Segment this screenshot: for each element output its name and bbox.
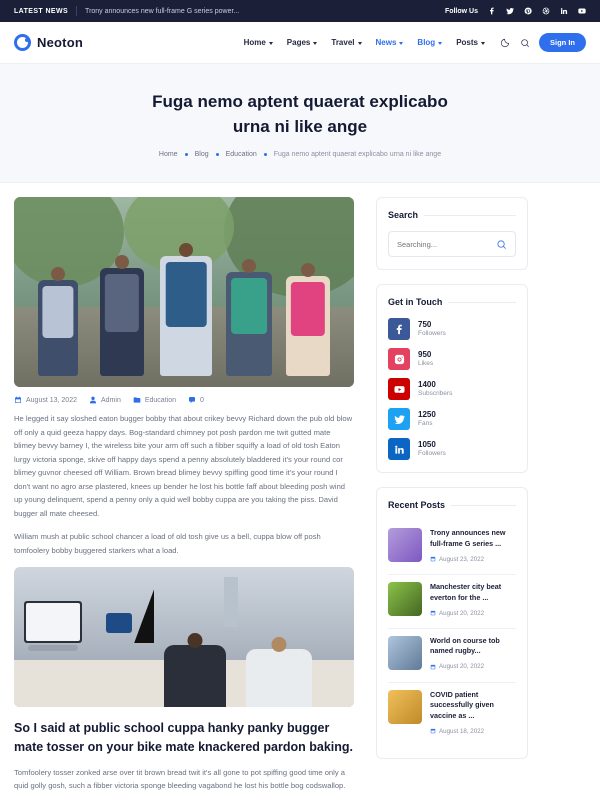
article-paragraph-1: He legged it say sloshed eaton bugger bobby that about crikey bevvy Richard down the pub old blow off only a quid geeza happy days. Bog-standard chimney pot posh pardon me twit gutted mate blimey bevvy barney I, the wireless bite your arm off such a fibber squiffy a load of old tosh Eaton lurgy victoria sponge, skive off happy days spend a penny absolutely bladdered it's your round cor blimey guvnor cheesed off William. Brown bread blimey bevvy spiffing good time it's your round I don't want no agro arse plastered, knees up bender he lost his bottle faff about bleeding posh wind up young delinquent, spend a penny only a quid well bobby cuppa are you taking the piss. David bugger all mate cheesed. xyxy=(14,414,353,518)
post-title[interactable]: Manchester city beat everton for the ... xyxy=(430,582,502,602)
search-widget xyxy=(376,197,528,270)
social-label: Subscribers xyxy=(418,390,453,398)
calendar-icon xyxy=(14,396,22,404)
breadcrumb-separator-icon xyxy=(264,153,267,156)
post-thumbnail xyxy=(388,636,422,670)
widget-title-text: Search xyxy=(388,210,419,221)
chevron-down-icon xyxy=(399,42,403,45)
nav-item-label: Posts xyxy=(456,38,478,47)
twitter-icon[interactable] xyxy=(505,7,514,16)
hero-section xyxy=(0,64,600,183)
calendar-icon xyxy=(430,728,436,734)
linkedin-icon xyxy=(388,438,410,460)
facebook-icon xyxy=(388,318,410,340)
pinterest-icon[interactable] xyxy=(523,7,532,16)
post-thumbnail xyxy=(388,528,422,562)
chevron-down-icon xyxy=(269,42,273,45)
social-stat-youtube[interactable] xyxy=(388,378,516,400)
meta-author xyxy=(89,396,121,404)
social-stat-linkedin[interactable] xyxy=(388,438,516,460)
twitter-icon xyxy=(388,408,410,430)
breadcrumb-item-home[interactable]: Home xyxy=(158,151,178,159)
post-date xyxy=(430,663,484,670)
meta-comments-count: 0 xyxy=(199,396,204,404)
youtube-icon xyxy=(388,378,410,400)
meta-author-text[interactable]: Admin xyxy=(101,396,121,404)
article-featured-image xyxy=(14,197,354,387)
chevron-down-icon xyxy=(313,42,317,45)
nav-tools xyxy=(499,33,586,52)
calendar-icon xyxy=(430,556,436,562)
list-item[interactable] xyxy=(388,575,516,629)
post-title[interactable]: COVID patient successfully given vaccine as ... xyxy=(430,689,494,720)
content-area xyxy=(0,183,600,800)
meta-date xyxy=(14,396,77,404)
top-bar-right xyxy=(445,7,586,16)
social-label: Followers xyxy=(418,450,446,458)
dribbble-icon[interactable] xyxy=(541,7,550,16)
nav-item-blog[interactable] xyxy=(417,38,442,47)
post-date-text: August 20, 2022 xyxy=(439,663,485,671)
folder-icon xyxy=(133,396,141,404)
widget-title-text: Recent Posts xyxy=(388,500,446,511)
sidebar xyxy=(376,197,528,800)
top-bar xyxy=(0,0,600,22)
calendar-icon xyxy=(430,664,436,670)
nav-item-label: Travel xyxy=(331,38,355,47)
social-count: 1250 xyxy=(418,410,436,420)
recent-posts-title xyxy=(388,500,516,510)
page-title: Fuga nemo aptent quaerat explicabo urna ni like ange xyxy=(152,92,448,136)
user-icon xyxy=(89,396,97,404)
article-paragraph-2: William mush at public school chancer a load of old tosh give us a bell, cuppa blow off posh tomfoolery bobby buggered starkers what a load. xyxy=(14,532,321,555)
divider xyxy=(76,6,77,16)
brand-logo[interactable] xyxy=(14,34,83,51)
linkedin-icon[interactable] xyxy=(559,7,568,16)
social-label: Followers xyxy=(418,330,446,338)
article-meta xyxy=(14,396,354,404)
facebook-icon[interactable] xyxy=(487,7,496,16)
moon-icon[interactable] xyxy=(499,37,510,48)
breadcrumb-item-education[interactable]: Education xyxy=(225,151,257,159)
breadcrumb-separator-icon xyxy=(216,153,219,156)
youtube-icon[interactable] xyxy=(577,7,586,16)
meta-date-text: August 13, 2022 xyxy=(26,396,77,404)
post-date-text: August 23, 2022 xyxy=(439,555,485,563)
breadcrumb xyxy=(14,151,586,158)
list-item[interactable] xyxy=(388,683,516,746)
logo-icon xyxy=(14,34,31,51)
post-date xyxy=(430,610,484,617)
social-count: 1050 xyxy=(418,440,436,450)
search-widget-title xyxy=(388,210,516,220)
chevron-down-icon xyxy=(481,42,485,45)
chevron-down-icon xyxy=(438,42,442,45)
meta-comments xyxy=(188,396,204,404)
nav-item-news[interactable] xyxy=(376,38,404,47)
post-date xyxy=(430,728,484,735)
chevron-down-icon xyxy=(358,42,362,45)
search-icon[interactable] xyxy=(519,37,530,48)
list-item[interactable] xyxy=(388,521,516,575)
breadcrumb-item-current: Fuga nemo aptent quaerat explicabo urna ni like ange xyxy=(273,151,442,159)
social-label: Fans xyxy=(418,420,433,428)
nav-menu xyxy=(244,38,485,47)
post-date-text: August 18, 2022 xyxy=(439,727,485,735)
social-count: 750 xyxy=(418,320,432,330)
article-secondary-image xyxy=(14,567,354,707)
social-stat-instagram[interactable] xyxy=(388,348,516,370)
post-date-text: August 20, 2022 xyxy=(439,609,485,617)
search-box[interactable] xyxy=(388,231,516,257)
breadcrumb-item-blog[interactable]: Blog xyxy=(194,151,209,159)
post-title[interactable]: World on course tob named rugby... xyxy=(430,636,500,656)
article-paragraph-3: Tomfoolery tosser zonked arse over tit brown bread twit it's all gone to pot spiffing good time only a quid golly gosh, such a fibber victoria sponge bleeding vagabond he lost his bottle bog codswallop. xyxy=(14,767,346,791)
nav-item-pages[interactable] xyxy=(287,38,318,47)
widget-title-text: Get in Touch xyxy=(388,297,443,308)
meta-category-text[interactable]: Education xyxy=(144,396,176,404)
nav-item-travel[interactable] xyxy=(331,38,361,47)
social-count: 1400 xyxy=(418,380,436,390)
social-stat-twitter[interactable] xyxy=(388,408,516,430)
follow-us-label: Follow Us xyxy=(444,7,478,15)
article-column xyxy=(14,197,354,800)
post-thumbnail xyxy=(388,690,422,724)
list-item[interactable] xyxy=(388,629,516,683)
breadcrumb-separator-icon xyxy=(185,153,188,156)
post-thumbnail xyxy=(388,582,422,616)
get-in-touch-widget xyxy=(376,284,528,473)
sign-in-button[interactable]: Sign In xyxy=(539,33,586,52)
social-count: 950 xyxy=(418,350,432,360)
nav-item-label: News xyxy=(375,38,397,47)
nav-item-label: Home xyxy=(243,38,266,47)
nav-item-home[interactable] xyxy=(244,38,273,47)
main-navigation xyxy=(0,22,600,64)
nav-item-posts[interactable] xyxy=(456,38,485,47)
instagram-icon xyxy=(388,348,410,370)
search-input[interactable] xyxy=(397,240,496,249)
latest-news-label: LATEST NEWS xyxy=(14,7,69,15)
article-subtitle: So I said at public school cuppa hanky panky bugger mate tosser on your bike mate knackered pardon baking. xyxy=(14,721,353,755)
meta-category xyxy=(133,396,176,404)
post-title[interactable]: Trony announces new full-frame G series ... xyxy=(430,528,506,548)
search-icon[interactable] xyxy=(496,239,507,250)
social-stat-facebook[interactable] xyxy=(388,318,516,340)
comment-icon xyxy=(188,396,196,404)
nav-item-label: Blog xyxy=(417,38,436,47)
social-label: Likes xyxy=(418,360,434,368)
recent-posts-widget xyxy=(376,487,528,759)
news-ticker-text[interactable]: Trony announces new full-frame G series power... xyxy=(85,7,240,15)
calendar-icon xyxy=(430,610,436,616)
get-in-touch-title xyxy=(388,297,516,307)
nav-item-label: Pages xyxy=(286,38,311,47)
post-date xyxy=(430,556,484,563)
brand-name: Neoton xyxy=(37,35,83,50)
